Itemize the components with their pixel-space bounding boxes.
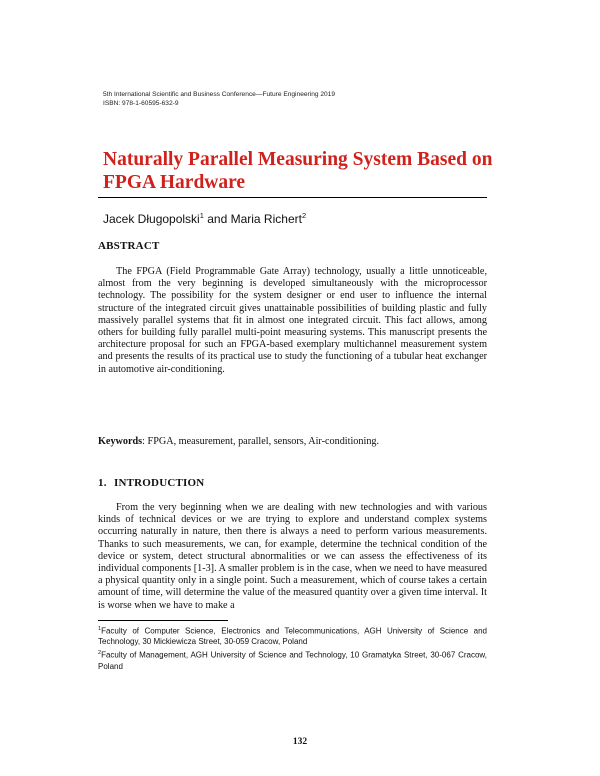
conference-name: 5th International Scientific and Business Conference—Future Engineering 2019 bbox=[103, 91, 336, 98]
keywords-text: : FPGA, measurement, parallel, sensors, Air-conditioning. bbox=[142, 436, 380, 447]
author-2: Maria Richert bbox=[230, 212, 302, 226]
isbn: ISBN: 978-1-60595-632-9 bbox=[103, 100, 179, 107]
footnote-rule bbox=[98, 620, 228, 621]
footnote-2-text: Faculty of Management, AGH University of Science and Technology, 10 Gramatyka Street, 30-067 Cracow, Poland bbox=[98, 650, 487, 671]
keywords-label: Keywords bbox=[98, 436, 143, 447]
conference-header bbox=[103, 90, 335, 108]
paper-title: Naturally Parallel Measuring System Based on FPGA Hardware bbox=[103, 149, 493, 193]
section-title: INTRODUCTION bbox=[114, 477, 205, 489]
footnote-2 bbox=[98, 648, 487, 672]
introduction-text: From the very beginning when we are dealing with new technologies and with various kinds of technical devices or we are trying to explore and understand complex systems occurring naturally in nature, then there is always a need to perform various measurements. Thanks to such measurements, we can, for example, determine the technical condition of the device or system, detect structural abnormalities or we can assess the effectiveness of its individual components [1-3]. A smaller problem is in the case, when we need to have measured a physical quantity only in a single point. Such a measurement, which of course takes a certain amount of time, will determine the value of the measured quantity over a given time interval. It is worse when we have to make a bbox=[98, 502, 487, 611]
footnote-2-mark: 2 bbox=[98, 650, 102, 657]
abstract-heading: ABSTRACT bbox=[98, 240, 160, 252]
footnote-1-text: Faculty of Computer Science, Electronics and Telecommunications, AGH University of Science and Technology, 30 Mickiewicza Street, 30-059 Cracow, Poland bbox=[98, 626, 487, 647]
keywords bbox=[98, 436, 487, 448]
author-1-affiliation-mark: 1 bbox=[199, 211, 204, 220]
title-rule bbox=[98, 197, 487, 198]
section-number: 1. bbox=[98, 477, 107, 489]
page-number: 132 bbox=[292, 737, 308, 747]
author-2-affiliation-mark: 2 bbox=[301, 211, 307, 220]
footnotes bbox=[98, 624, 487, 673]
author-1: Jacek Długopolski bbox=[103, 212, 200, 226]
author-line bbox=[103, 208, 306, 227]
introduction-heading bbox=[98, 477, 204, 489]
footnote-1-mark: 1 bbox=[98, 626, 102, 632]
abstract-text: The FPGA (Field Programmable Gate Array) technology, usually a little unnoticeable, almost from the very beginning is developed simultaneously with the microprocessor technology. The possibility for the system designer or end user to influence the internal structure of the integrated circuit gives unattainable possibilities of building plastic and fully massively parallel systems that fit in almost one integrated circuit. This fact allows, among others for building fully parallel multi-point measuring systems. This manuscript presents the architecture proposal for such an FPGA-based exemplary multichannel measurement system and presents the results of its practical use to study the functioning of a tubular heat exchanger in automotive air-conditioning. bbox=[98, 266, 487, 375]
author-conjunction: and bbox=[203, 212, 231, 226]
footnote-1 bbox=[98, 624, 487, 648]
